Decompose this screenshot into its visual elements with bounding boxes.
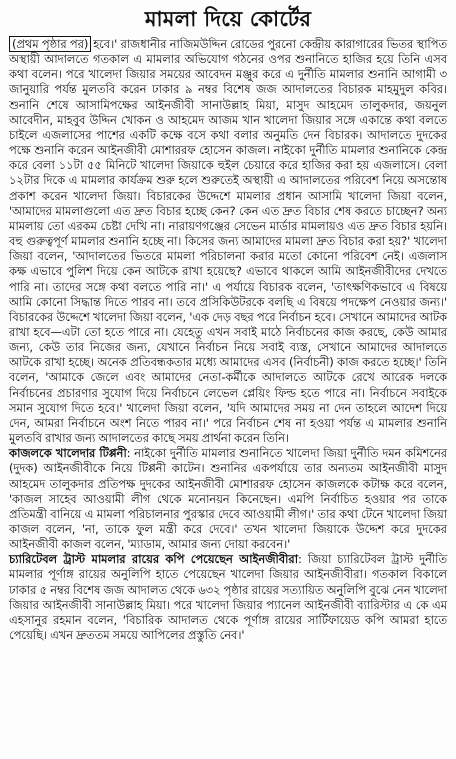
- headline: মামলা দিয়ে কোর্টের: [144, 7, 312, 31]
- continuation-box: (প্রথম পৃষ্ঠার পর): [9, 36, 91, 52]
- paragraph-charitable: [9, 552, 447, 643]
- paragraph-tippani: [9, 446, 447, 552]
- subhead-tippani: কাজলকে খালেদার টিপ্পনী: [9, 446, 127, 461]
- paragraph-charitable-text: : জিয়া চ্যারিটেবল ট্রাস্ট দুর্নীতি মামলার পূর্ণাঙ্গ রায়ের অনুলিপি হাতে পেয়েছেন খালেদা জিয়ার আইনজীবীরা। গতকাল বিকালে ঢাকার ৫ নম্বর বিশেষ জজ আদালত থেকে ৬৩২ পৃষ্ঠার রায়ের সত্যায়িত অনুলিপি বুঝে নেন খালেদা জিয়ার আইনজীবী সানাউল্লাহ মিয়া। পরে খালেদা জিয়ার প্যানেল আইনজীবী ব্যারিস্টার এ কে এম এহসানুর রহমান বলেন, 'বিচারিক আদালত থেকে পূর্ণাঙ্গ রায়ের সার্টিফায়েড কপি আমরা হাতে পেয়েছি। এখন দ্রুততম সময়ে আপিলের প্রস্তুতি নেব।': [9, 552, 447, 643]
- paragraph-main: [9, 37, 447, 446]
- article-body: [9, 37, 447, 643]
- subhead-charitable: চ্যারিটেবল ট্রাস্ট মামলার রায়ের কপি পেয়েছেন আইনজীবীরা: [9, 552, 298, 567]
- paragraph-tippani-text: : নাইকো দুর্নীতি মামলার শুনানিতে খালেদা জিয়া দুর্নীতি দমন কমিশনের (দুদক) আইনজীবীকে নিয়ে টিপ্পনী কাটেন। শুনানির একপর্যায়ে তার অন্যতম আইনজীবী মাসুদ আহমেদ তালুকদার প্রতিপক্ষ দুদকের আইনজীবী মোশাররফ হোসেন কাজলকে কটাক্ষ করে বলেন, 'কাজল সাহেব আওয়ামী লীগ থেকে মনোনয়ন কিনেছেন। এমপি নির্বাচিত হওয়ার পর তাকে প্রতিমন্ত্রী বানিয়ে এ মামলা পরিচালনার পুরস্কার দেবে আওয়ামী লীগ।' তার কথা টেনে খালেদা জিয়া কাজল বলেন, 'না, তাকে ফুল মন্ত্রী করে দেবে।' তখন খালেদা জিয়াকে উদ্দেশ করে দুদকের আইনজীবী কাজল বলেন, 'ম্যাডাম, আমার জন্য দোয়া করবেন।': [9, 446, 447, 552]
- paragraph-main-text: হবে।' রাজধানীর নাজিমউদ্দিন রোডের পুরনো কেন্দ্রীয় কারাগারের ভিতর স্থাপিত অস্থায়ী আদালতে গতকাল এ মামলার অভিযোগ গঠনের ওপর শুনানিতে হাজির হয়ে তিনি এসব কথা বলেন। পরে খালেদা জিয়ার সময়ের আবেদন মঞ্জুর করে এ দুর্নীতি মামলার শুনানি আগামী ৩ জানুয়ারি পর্যন্ত মুলতবি করেন ঢাকার ৯ নম্বর বিশেষ জজ আদালতের বিচারক মাহমুদুল কবির। শুনানি শেষে আসামিপক্ষের আইনজীবী সানাউল্লাহ মিয়া, মাসুদ আহমেদ তালুকদার, জয়নুল আবেদীন, মাহবুব উদ্দিন খোকন ও আহমেদ আজম খান খালেদা জিয়ার সঙ্গে একান্তে কথা বলতে চাইলে এজলাসের পাশের একটি কক্ষে বসে কথা বলার অনুমতি দেন বিচারক। আদালতে দুদকের পক্ষে শুনানি করেন আইনজীবী মোশাররফ হোসেন কাজল। নাইকো দুর্নীতি মামলার শুনানিকে কেন্দ্র করে বেলা ১১টা ৫৫ মিনিটে খালেদা জিয়াকে হুইল চেয়ারে করে হাজির করা হয় এজলাসে। বেলা ১২টার দিকে এ মামলার কার্যক্রম শুরু হলে শুরুতেই অস্থায়ী এ আদালতের পরিবেশ নিয়ে অসন্তোষ প্রকাশ করেন খালেদা জিয়া। বিচারকের উদ্দেশে মামলার প্রধান আসামি খালেদা জিয়া বলেন, 'আমাদের মামলাগুলো এত দ্রুত বিচার হচ্ছে কেন? কেন এত দ্রুত বিচার শেষ করতে চাচ্ছেন? অন্য মামলায় তো এরকম চেষ্টা দেখি না। নারায়ণগঞ্জের সেভেন মার্ডার মামলায়ও এত দ্রুত বিচার হয়নি। বহু গুরুত্বপূর্ণ মামলার শুনানি হচ্ছে না। কিসের জন্য আমাদের মামলা দ্রুত বিচার করা হয়?' খালেদা জিয়া বলেন, 'আদালতের ভিতরে মামলা পরিচালনা করার মতো কোনো পরিবেশ নেই। এজলাস কক্ষ এভাবে পুলিশ দিয়ে কেন আটকে রাখা হয়েছে? এভাবে থাকলে আমি আইনজীবীদের দেখতে পারি না। তাদের সঙ্গে কথা বলতে পারি না।' এ পর্যায়ে বিচারক বলেন, 'তাৎক্ষণিকভাবে এ বিষয়ে আমি কোনো সিদ্ধান্ত দিতে পারব না। তবে প্রসিকিউটরকে বলছি এ বিষয়ে পদক্ষেপ নেওয়ার জন্য।' বিচারকের উদ্দেশে খালেদা জিয়া বলেন, 'এক দেড় বছর পরে নির্বাচন হবে। সেখানে আমাদের আটক রাখা হবে—এটা তো হতে পারে না। যেহেতু এখন সবাই মাঠে নির্বাচনের কাজ করছে, কেউ আমার জন্য, কেউ তার নিজের জন্য, যেখানে নির্বাচন নিয়ে সবাই ব্যস্ত, সেখানে আমাদের আদালতে আটকে রাখা হচ্ছে। অনেক প্রতিবন্ধকতার মধ্যে আমাদের এসব (নির্বাচনী) কাজ করতে হচ্ছে।' তিনি বলেন, 'আমাকে জেলে এবং আমাদের নেতা-কর্মীকে আদালতে আটকে রেখে আরেক দলকে নির্বাচনের প্রচারণার সুযোগ দিয়ে নির্বাচনে লেভেল প্লেয়িং ফিল্ড হতে পারে না। নির্বাচনে সবাইকে সমান সুযোগ দিতে হবে।' খালেদা জিয়া বলেন, 'যদি আমাদের সময় না দেন তাহলে আদেশ দিয়ে দেন, আমরা নির্বাচনে অংশ নিতে পারব না।' পরে নির্বাচন শেষ না হওয়া পর্যন্ত এ মামলার শুনানি মুলতবি রাখার জন্য আদালতের কাছে সময় প্রার্থনা করেন তিনি।: [9, 37, 447, 446]
